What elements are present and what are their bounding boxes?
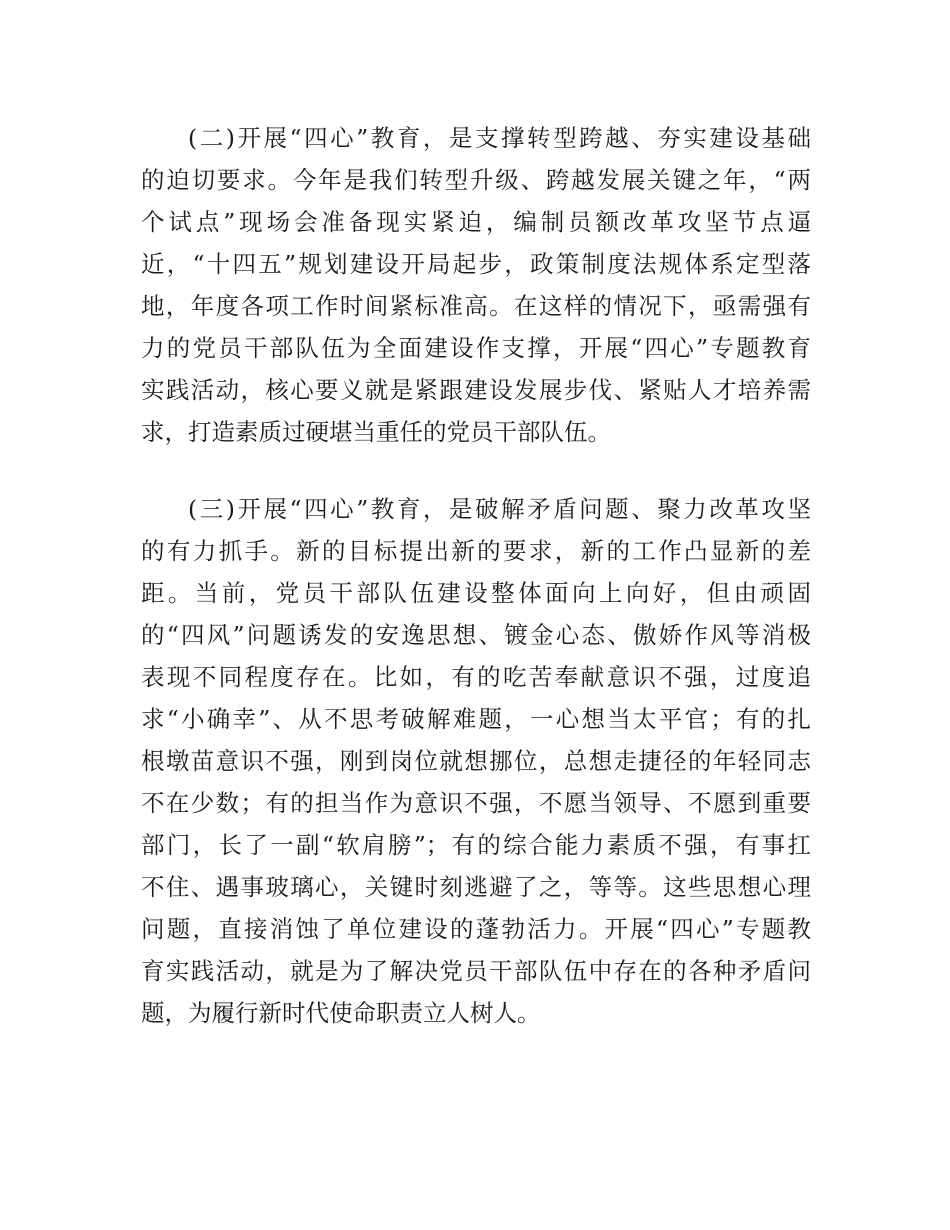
paragraph-line: 力的党员干部队伍为全面建设作支撑，开展“四心”专题教育 [141,334,811,362]
paragraph-line: 距。当前，党员干部队伍建设整体面向上向好，但由顽固 [141,579,811,607]
paragraph-gap [141,453,811,488]
paragraph-line: 的有力抓手。新的目标提出新的要求，新的工作凸显新的差 [141,537,811,565]
paragraph-line: 育实践活动，就是为了解决党员干部队伍中存在的各种矛盾问 [141,957,811,985]
paragraph-line: (二)开展“四心”教育，是支撑转型跨越、夯实建设基础 [188,124,811,152]
paragraph-line: 近，“十四五”规划建设开局起步，政策制度法规体系定型落 [141,250,811,278]
paragraph-line: 不住、遇事玻璃心，关键时刻逃避了之，等等。这些思想心理 [141,873,811,901]
document-body [141,117,811,1034]
paragraph-3 [141,488,811,1034]
paragraph-line: 个试点”现场会准备现实紧迫，编制员额改革攻坚节点逼 [141,208,811,236]
paragraph-line: 求“小确幸”、从不思考破解难题，一心想当太平官；有的扎 [141,705,811,733]
paragraph-line: 的“四风”问题诱发的安逸思想、镀金心态、傲娇作风等消极 [141,621,811,649]
paragraph-line: 表现不同程度存在。比如，有的吃苦奉献意识不强，过度追 [141,663,811,691]
paragraph-line: 不在少数；有的担当作为意识不强，不愿当领导、不愿到重要 [141,789,811,817]
paragraph-line: 实践活动，核心要义就是紧跟建设发展步伐、紧贴人才培养需 [141,376,811,404]
paragraph-line: (三)开展“四心”教育，是破解矛盾问题、聚力改革攻坚 [188,495,811,523]
paragraph-line: 的迫切要求。今年是我们转型升级、跨越发展关键之年，“两 [141,166,811,194]
paragraph-line: 根墩苗意识不强，刚到岗位就想挪位，总想走捷径的年轻同志 [141,747,811,775]
paragraph-line: 题，为履行新时代使命职责立人树人。 [141,999,541,1027]
paragraph-line: 问题，直接消蚀了单位建设的蓬勃活力。开展“四心”专题教 [141,915,811,943]
paragraph-line: 求，打造素质过硬堪当重任的党员干部队伍。 [141,418,611,446]
paragraph-line: 地，年度各项工作时间紧标准高。在这样的情况下，亟需强有 [141,292,811,320]
paragraph-line: 部门，长了一副“软肩膀”；有的综合能力素质不强，有事扛 [141,831,811,859]
paragraph-2 [141,117,811,453]
